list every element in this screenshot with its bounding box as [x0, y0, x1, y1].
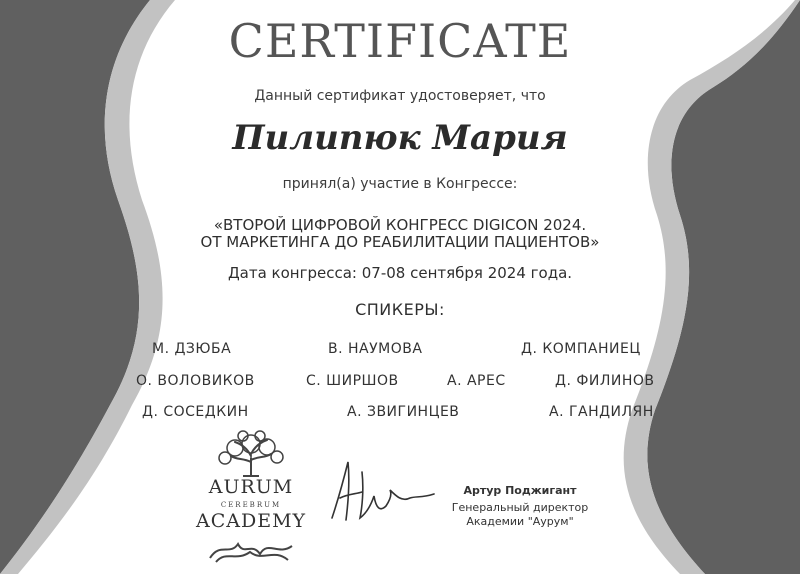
logo-text-cerebrum: CEREBRUM	[220, 501, 282, 509]
speaker-name: С. ШИРШОВ	[306, 373, 399, 389]
recipient-name: Пилипюк Мария	[232, 118, 568, 158]
congress-name-line-1: «ВТОРОЙ ЦИФРОВОЙ КОНГРЕСС DIGICON 2024.	[213, 216, 587, 234]
speaker-name: А. ЗВИГИНЦЕВ	[347, 404, 460, 420]
speakers-title: СПИКЕРЫ:	[355, 300, 445, 319]
speaker-name: А. ГАНДИЛЯН	[549, 404, 654, 420]
aurum-academy-logo	[196, 430, 306, 568]
logo-text-aurum: AURUM	[208, 476, 294, 498]
speaker-name: М. ДЗЮБА	[152, 341, 232, 357]
leaf-decoration-icon	[206, 536, 296, 564]
congress-name-line-2: ОТ МАРКЕТИНГА ДО РЕАБИЛИТАЦИИ ПАЦИЕНТОВ»	[200, 233, 600, 251]
speaker-name: Д. СОСЕДКИН	[142, 404, 249, 420]
speaker-name: В. НАУМОВА	[328, 341, 423, 357]
speaker-name: О. ВОЛОВИКОВ	[136, 373, 255, 389]
participation-text: принял(а) участие в Конгрессе:	[282, 176, 518, 192]
congress-date	[0, 264, 800, 282]
signatory-position-line-1: Генеральный директор	[451, 501, 589, 514]
speaker-name: А. АРЕС	[447, 373, 506, 389]
signatory-position-line-2: Академии "Аурум"	[466, 515, 574, 528]
logo-text-academy: ACADEMY	[196, 510, 307, 532]
date-label: Дата конгресса:	[227, 264, 357, 282]
tree-icon	[213, 430, 289, 478]
speaker-name: Д. ФИЛИНОВ	[555, 373, 655, 389]
speaker-name: Д. КОМПАНИЕЦ	[521, 341, 641, 357]
intro-text: Данный сертификат удостоверяет, что	[254, 88, 546, 104]
signature	[318, 452, 438, 532]
certificate-title: CERTIFICATE	[228, 14, 572, 68]
date-value: 07-08 сентября 2024 года.	[361, 264, 573, 282]
signatory-name: Артур Поджигант	[463, 484, 577, 497]
